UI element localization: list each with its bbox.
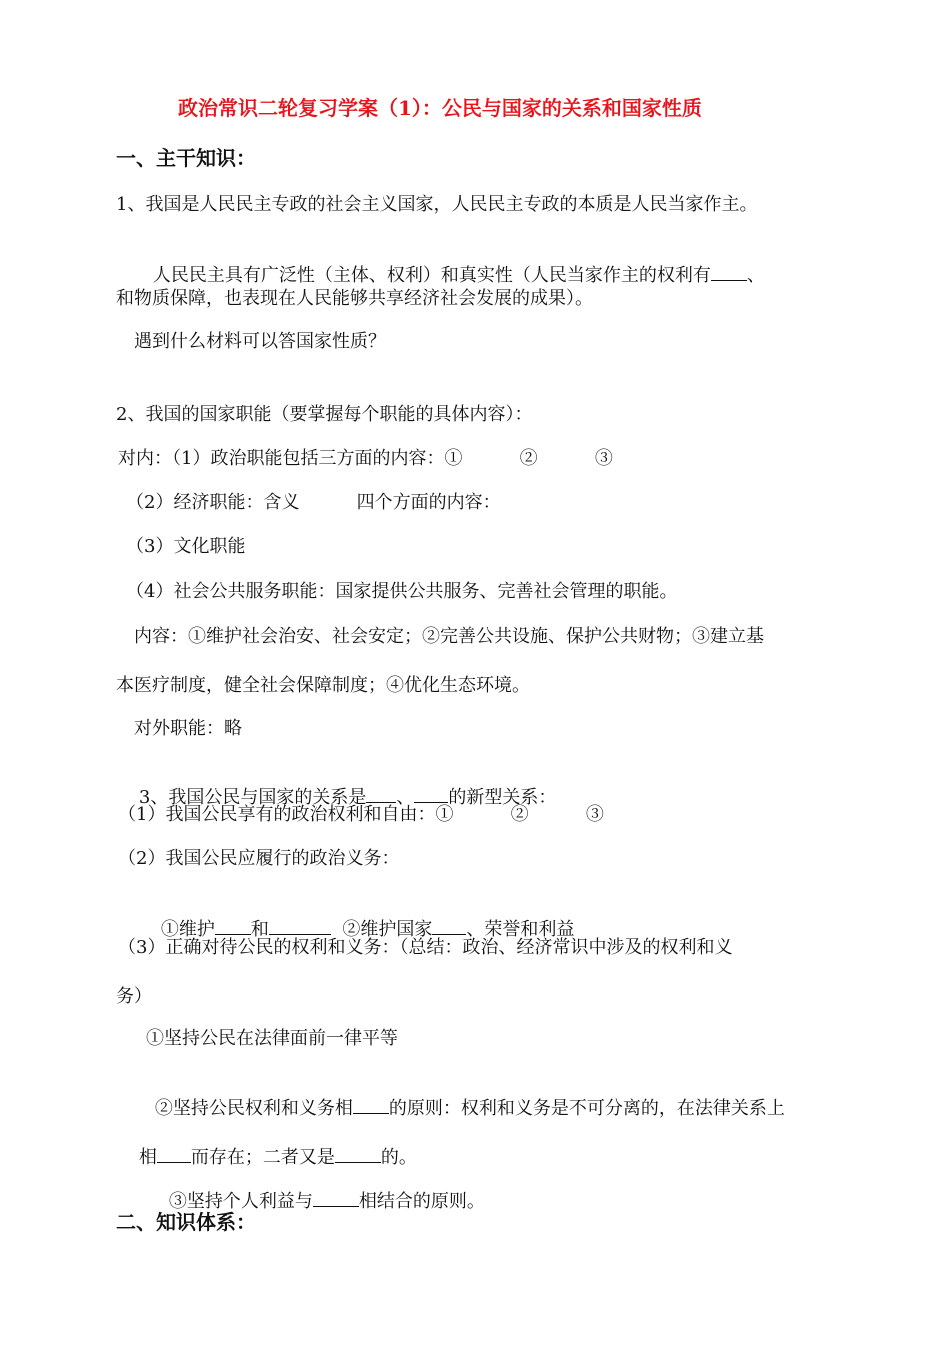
text-fragment: 的新型关系： bbox=[448, 787, 557, 808]
fill-blank bbox=[414, 784, 448, 803]
fill-blank bbox=[157, 1144, 191, 1163]
fill-blank bbox=[335, 1144, 381, 1163]
text-fragment: ②坚持公民权利和义务相 bbox=[154, 1098, 353, 1119]
paragraph-line: 遇到什么材料可以答国家性质？ bbox=[134, 331, 386, 352]
fill-blank bbox=[353, 1095, 389, 1114]
text-fragment: 、 bbox=[396, 787, 415, 808]
paragraph-line: 内容：①维护社会治安、社会安定；②完善公共设施、保护公共财物；③建立基 bbox=[134, 626, 764, 647]
paragraph-line: （2）经济职能：含义 四个方面的内容： bbox=[126, 492, 501, 513]
fill-blank bbox=[313, 1188, 359, 1207]
fill-blank bbox=[711, 262, 747, 281]
text-fragment: ②维护国家 bbox=[330, 919, 433, 940]
paragraph-line: （1）我国公民享有的政治权利和自由：① ② ③ bbox=[118, 804, 604, 825]
text-fragment: 、荣誉和利益 bbox=[466, 919, 575, 940]
paragraph-line: ①坚持公民在法律面前一律平等 bbox=[146, 1028, 398, 1049]
paragraph-line: 和物质保障，也表现在人民能够共享经济社会发展的成果）。 bbox=[116, 288, 593, 309]
text-fragment: 3、我国公民与国家的关系是 bbox=[138, 787, 367, 808]
paragraph-line: 对外职能：略 bbox=[134, 718, 242, 739]
paragraph-line: 2、我国的国家职能（要掌握每个职能的具体内容）： bbox=[116, 404, 533, 425]
paragraph-line: （3）正确对待公民的权利和义务：（总结：政治、经济常识中涉及的权利和义 bbox=[118, 937, 733, 958]
text-fragment: 和 bbox=[250, 919, 269, 940]
paragraph-line: 本医疗制度，健全社会保障制度；④优化生态环境。 bbox=[116, 675, 530, 696]
text-fragment: ①维护 bbox=[160, 919, 215, 940]
text-fragment: 的原则：权利和义务是不可分离的，在法律关系上 bbox=[388, 1098, 785, 1119]
paragraph-line: 务） bbox=[116, 986, 152, 1007]
paragraph-line: （4）社会公共服务职能：国家提供公共服务、完善社会管理的职能。 bbox=[126, 581, 678, 602]
fill-blank bbox=[366, 784, 396, 803]
text-fragment: 的。 bbox=[380, 1147, 417, 1168]
document-title: 政治常识二轮复习学案（1）：公民与国家的关系和国家性质 bbox=[178, 96, 702, 120]
section-heading-main-knowledge: 一、主干知识： bbox=[116, 146, 256, 170]
paragraph-line: 对内：（1）政治职能包括三方面的内容：① ② ③ bbox=[118, 448, 613, 469]
text-fragment: 而存在；二者又是 bbox=[190, 1147, 335, 1168]
section-heading-knowledge-system: 二、知识体系： bbox=[116, 1210, 256, 1234]
paragraph-line: 1、我国是人民民主专政的社会主义国家，人民民主专政的本质是人民当家作主。 bbox=[116, 194, 758, 215]
paragraph-line: （2）我国公民应履行的政治义务： bbox=[118, 848, 400, 869]
fill-blank bbox=[432, 916, 466, 935]
text-fragment: 相结合的原则。 bbox=[358, 1191, 485, 1212]
text-fragment: ③坚持个人利益与 bbox=[168, 1191, 313, 1212]
fill-blank bbox=[269, 916, 331, 935]
paragraph-line: （3）文化职能 bbox=[126, 536, 246, 557]
text-fragment: 人民民主具有广泛性（主体、权利）和真实性（人民当家作主的权利有 bbox=[152, 265, 711, 286]
text-fragment: 、 bbox=[746, 265, 765, 286]
text-fragment: 相 bbox=[138, 1147, 157, 1168]
fill-blank bbox=[215, 916, 251, 935]
